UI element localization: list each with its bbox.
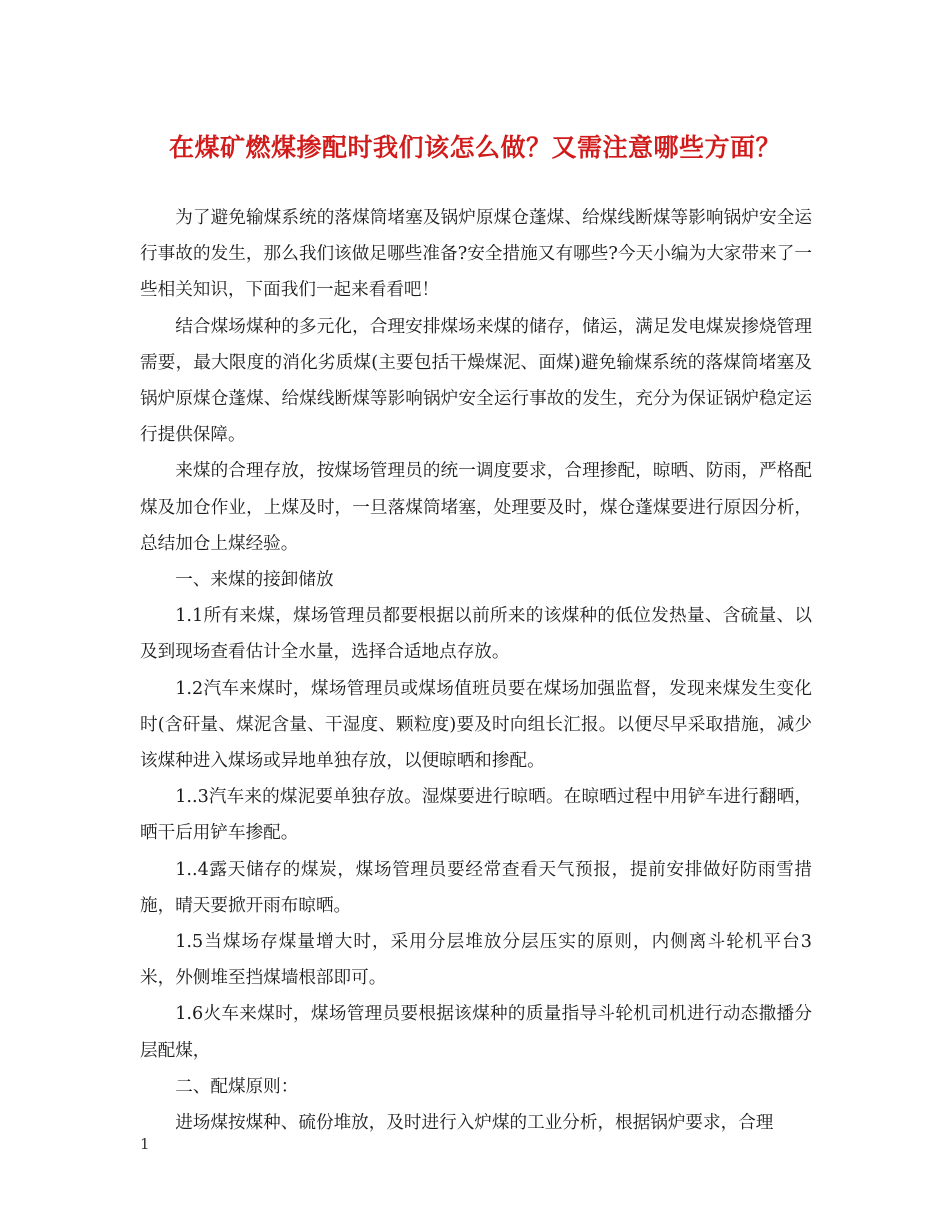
page-number: 1 bbox=[140, 1135, 150, 1153]
section-heading: 一、来煤的接卸储放 bbox=[175, 570, 334, 591]
paragraph: 为了避免输煤系统的落煤筒堵塞及锅炉原煤仓蓬煤、给煤线断煤等影响锅炉安全运行事故的发生，那么我们该做足哪些准备?安全措施又有哪些?今天小编为大家带来了一些相关知识，下面我们一起来看看吧！ bbox=[140, 208, 812, 301]
paragraph: 1..3汽车来的煤泥要单独存放。湿煤要进行晾晒。在晾晒过程中用铲车进行翻晒，晒干后用铲车掺配。 bbox=[140, 787, 812, 844]
paragraph: 1..4露天储存的煤炭，煤场管理员要经常查看天气预报，提前安排做好防雨雪措施，晴天要掀开雨布晾晒。 bbox=[140, 859, 812, 916]
paragraph: 进场煤按煤种、硫份堆放，及时进行入炉煤的工业分析，根据锅炉要求，合理 bbox=[175, 1113, 774, 1134]
paragraph: 1.6火车来煤时，煤场管理员要根据该煤种的质量指导斗轮机司机进行动态撒播分层配煤， bbox=[140, 1004, 812, 1061]
document-title: 在煤矿燃煤掺配时我们该怎么做？又需注意哪些方面？ bbox=[168, 133, 781, 162]
paragraph: 1.1所有来煤，煤场管理员都要根据以前所来的该煤种的低位发热量、含硫量、以及到现场查看估计全水量，选择合适地点存放。 bbox=[140, 606, 812, 663]
document-body bbox=[140, 200, 812, 1141]
paragraph: 来煤的合理存放，按煤场管理员的统一调度要求，合理掺配，晾晒、防雨，严格配煤及加仓作业，上煤及时，一旦落煤筒堵塞，处理要及时，煤仓蓬煤要进行原因分析，总结加仓上煤经验。 bbox=[140, 461, 812, 554]
section-heading: 二、配煤原则： bbox=[175, 1076, 299, 1097]
paragraph: 1.5当煤场存煤量增大时，采用分层堆放分层压实的原则，内侧离斗轮机平台3米，外侧堆至挡煤墙根部即可。 bbox=[140, 932, 812, 989]
paragraph: 1.2汽车来煤时，煤场管理员或煤场值班员要在煤场加强监督，发现来煤发生变化时(含矸量、煤泥含量、干湿度、颗粒度)要及时向组长汇报。以便尽早采取措施，减少该煤种进入煤场或异地单独存放，以便晾晒和掺配。 bbox=[140, 678, 812, 772]
paragraph: 结合煤场煤种的多元化，合理安排煤场来煤的储存，储运，满足发电煤炭掺烧管理需要，最大限度的消化劣质煤(主要包括干燥煤泥、面煤)避免输煤系统的落煤筒堵塞及锅炉原煤仓蓬煤、给煤线断煤等影响锅炉安全运行事故的发生，充分为保证锅炉稳定运行提供保障。 bbox=[140, 316, 812, 446]
